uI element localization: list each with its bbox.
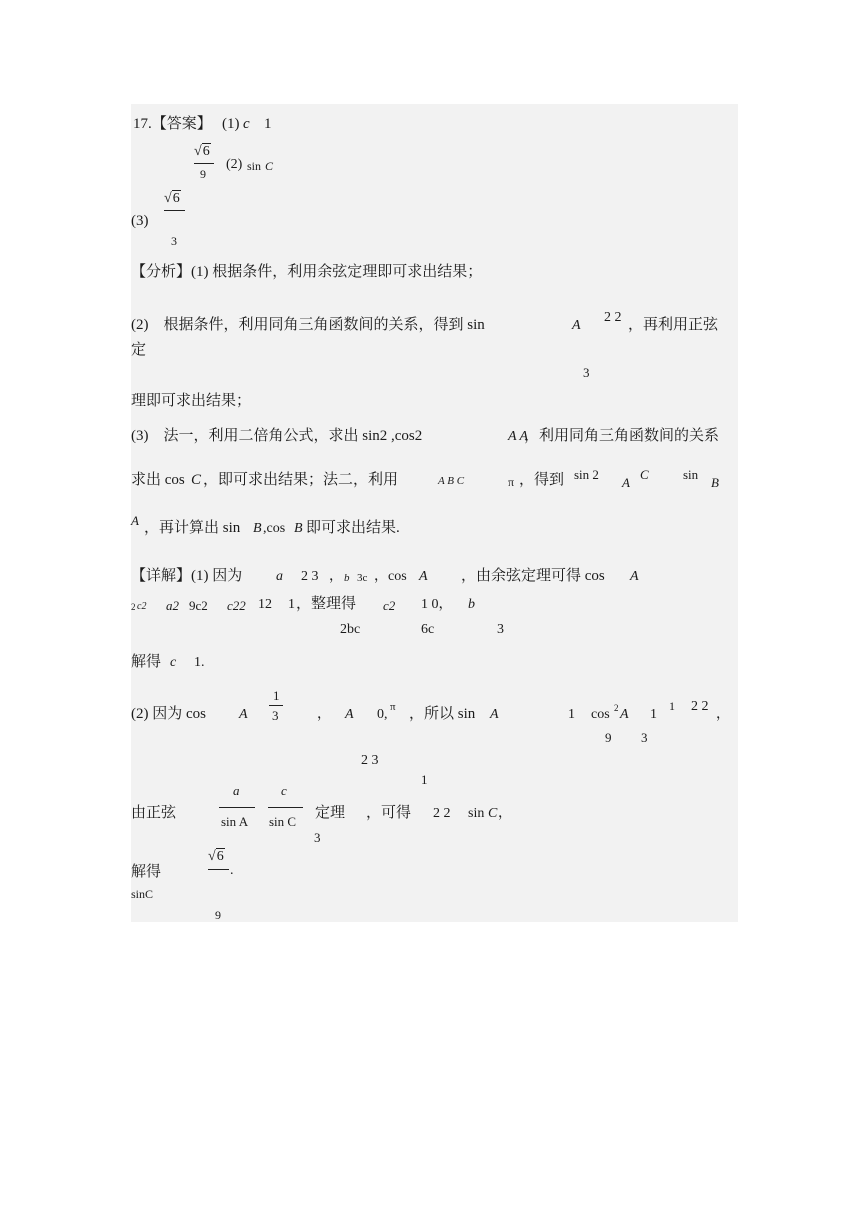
- analysis-line-2: (2) 根据条件，利用同角三角函数间的关系，得到 sin: [131, 317, 485, 333]
- detail-s2-frac-num: 1: [273, 688, 280, 703]
- analysis-line-4-vars: A A: [508, 429, 529, 444]
- analysis-line-5-abc: A B C: [438, 475, 465, 487]
- detail-s3-sinA: sin A: [221, 814, 249, 829]
- analysis-line-5-A: A: [622, 475, 630, 490]
- detail-s2-end: ，: [716, 707, 730, 722]
- detail-line-2-c: c2: [383, 598, 396, 613]
- answer-part1-label: (1): [222, 116, 240, 132]
- detail-s4-root: 6: [216, 849, 224, 864]
- detail-line-2-9c2: 9c2: [189, 598, 208, 613]
- detail-s2-comma: ，: [317, 707, 331, 722]
- answer-part2-label: (2): [226, 157, 243, 172]
- detail-line-2-zl: ，整理得: [296, 596, 357, 612]
- analysis-line-6: ，再计算出 sin: [144, 520, 241, 536]
- detail-s3-bar-a: [219, 807, 255, 808]
- detail-s2-so: ，所以 sin: [409, 706, 476, 722]
- answer-part3-root: 6: [172, 191, 180, 206]
- detail-s2-A: A: [239, 707, 248, 722]
- detail-s4-lead: 解得: [131, 864, 162, 880]
- detail-s2-frac-den: 3: [272, 708, 279, 723]
- detail-s2-1b: 1: [650, 707, 657, 722]
- detail-s4-bar: [208, 869, 229, 870]
- detail-line-2-b: b: [468, 597, 475, 612]
- analysis-line-4: (3) 法一，利用二倍角公式，求出 sin2 ,cos2: [131, 428, 423, 444]
- answer-heading: 17.【答案】: [133, 116, 212, 132]
- answer-part3-label: (3): [131, 213, 149, 229]
- detail-s3-law: 定理: [315, 805, 346, 821]
- detail-s3-sinC2: sin: [468, 806, 485, 821]
- analysis-line-2-den: 3: [583, 365, 590, 380]
- analysis-line-4-end: ，利用同角三角函数间的关系: [524, 428, 720, 444]
- detail-s4-9: 9: [215, 908, 221, 922]
- analysis-line-5-pi: π: [508, 475, 515, 489]
- detail-s3-c: c: [281, 783, 287, 798]
- detail-s2-frac-bar: [269, 705, 283, 706]
- answer-part3-den: 3: [171, 234, 177, 248]
- detail-s2-1: 1: [568, 707, 575, 722]
- answer-part3-fraction-bar: [164, 210, 185, 211]
- detail-s3-3: 3: [314, 830, 321, 845]
- detail-s2-A2: A: [345, 707, 354, 722]
- detail-s2-22: 2 2: [691, 699, 709, 714]
- detail-s2-A4: A: [620, 707, 629, 722]
- detail-line-1-b: b: [344, 572, 350, 584]
- detail-line-1-comma: ，: [329, 569, 343, 584]
- detail-line-1-23: 2 3: [301, 569, 319, 584]
- detail-s3-a: a: [233, 783, 240, 798]
- detail-line-1-end: ，由余弦定理可得 cos: [461, 568, 605, 584]
- detail-s2-3: 3: [641, 730, 648, 745]
- detail-s4-dot: .: [230, 863, 234, 878]
- detail-s2-1c: 1: [669, 699, 675, 713]
- answer-part1-value: 1: [264, 116, 272, 132]
- detail-line-1-A: A: [419, 569, 428, 584]
- analysis-line-6-mid: ,cos: [263, 521, 286, 536]
- answer-part2-radical: √6: [194, 144, 210, 159]
- detail-s3-23: 2 3: [361, 753, 379, 768]
- detail-s4-sinC: sinC: [131, 887, 154, 901]
- detail-line-2-c2: c2: [137, 601, 147, 612]
- detail-line-1-3c: 3c: [357, 572, 368, 584]
- analysis-line-5-sin2: sin 2: [574, 467, 599, 482]
- detail-s3-comma: ，: [498, 806, 512, 821]
- answer-part2-fraction-bar: [194, 163, 214, 164]
- answer-part3-radical: √6: [164, 191, 180, 206]
- detail-s4-radical: √6: [208, 849, 224, 864]
- detail-line-4: 解得: [131, 654, 162, 670]
- detail-line-1-A2: A: [630, 569, 639, 584]
- detail-s3-22: 2 2: [433, 806, 451, 821]
- analysis-line-5-C: C: [640, 467, 649, 482]
- document-page: [131, 104, 738, 922]
- detail-line-2-aa: a2: [166, 598, 179, 613]
- analysis-line-2-num: 2 2: [604, 310, 622, 325]
- analysis-line-6-end: 即可求出结果.: [306, 520, 400, 536]
- answer-part2-var: C: [265, 159, 274, 173]
- detail-s3-bar-c: [268, 807, 303, 808]
- analysis-line-2-var: A: [572, 318, 581, 333]
- analysis-line-3: 理即可求出结果；: [131, 393, 252, 409]
- detail-s3-sinC: sin C: [269, 814, 297, 829]
- detail-line-3-2bc: 2bc: [340, 622, 361, 637]
- detail-s2-cos: cos: [591, 707, 610, 722]
- detail-s2-0pi: 0,: [377, 707, 388, 722]
- analysis-line-5-sin: sin: [683, 467, 699, 482]
- detail-s3-1: 1: [421, 772, 428, 787]
- detail-s2-sup2: 2: [614, 703, 619, 713]
- detail-line-1: 【详解】(1) 因为: [131, 568, 243, 584]
- analysis-line-6-B2: B: [294, 521, 303, 536]
- detail-line-2-a: 2: [131, 602, 136, 612]
- answer-part2-root: 6: [202, 144, 210, 159]
- detail-line-4-c: c: [170, 655, 177, 670]
- detail-s3-ked: ，可得: [366, 805, 412, 821]
- analysis-line-6-B1: B: [253, 521, 262, 536]
- detail-s2-9: 9: [605, 730, 612, 745]
- detail-s3-lead: 由正弦: [131, 805, 177, 821]
- analysis-line-5a: 求出 cos: [131, 472, 185, 488]
- analysis-line-2-wrap: 定: [131, 342, 147, 358]
- analysis-line-6-A: A: [131, 513, 139, 528]
- analysis-line-5-c: ，得到: [519, 472, 565, 488]
- detail-line-1-cos: ，cos: [374, 569, 407, 584]
- analysis-line-5-B: B: [711, 475, 719, 490]
- answer-part2-den: 9: [200, 167, 206, 181]
- analysis-line-2-end: ，再利用正弦: [628, 317, 719, 333]
- detail-line-4-1: 1.: [194, 655, 205, 670]
- answer-part1-var: c: [243, 116, 250, 132]
- detail-s2-lead: (2) 因为 cos: [131, 706, 206, 722]
- detail-line-2-12: 12: [258, 597, 272, 612]
- detail-line-2-10: 1 0，: [421, 597, 453, 612]
- analysis-line-1: 【分析】(1) 根据条件，利用余弦定理即可求出结果；: [131, 264, 483, 280]
- analysis-line-5a-var: C: [191, 472, 202, 488]
- analysis-line-5b: ，即可求出结果；法二，利用: [203, 472, 399, 488]
- detail-line-3-3: 3: [497, 622, 504, 637]
- detail-line-2-c22: c22: [227, 598, 246, 613]
- detail-s2-A3: A: [490, 707, 499, 722]
- detail-line-1-a: a: [276, 569, 283, 584]
- detail-line-2-1: 1: [288, 597, 295, 612]
- answer-part2-fn: sin: [247, 159, 262, 173]
- detail-line-3-6c: 6c: [421, 622, 435, 637]
- detail-s3-C: C: [488, 806, 498, 821]
- detail-s2-pi: π: [390, 701, 396, 713]
